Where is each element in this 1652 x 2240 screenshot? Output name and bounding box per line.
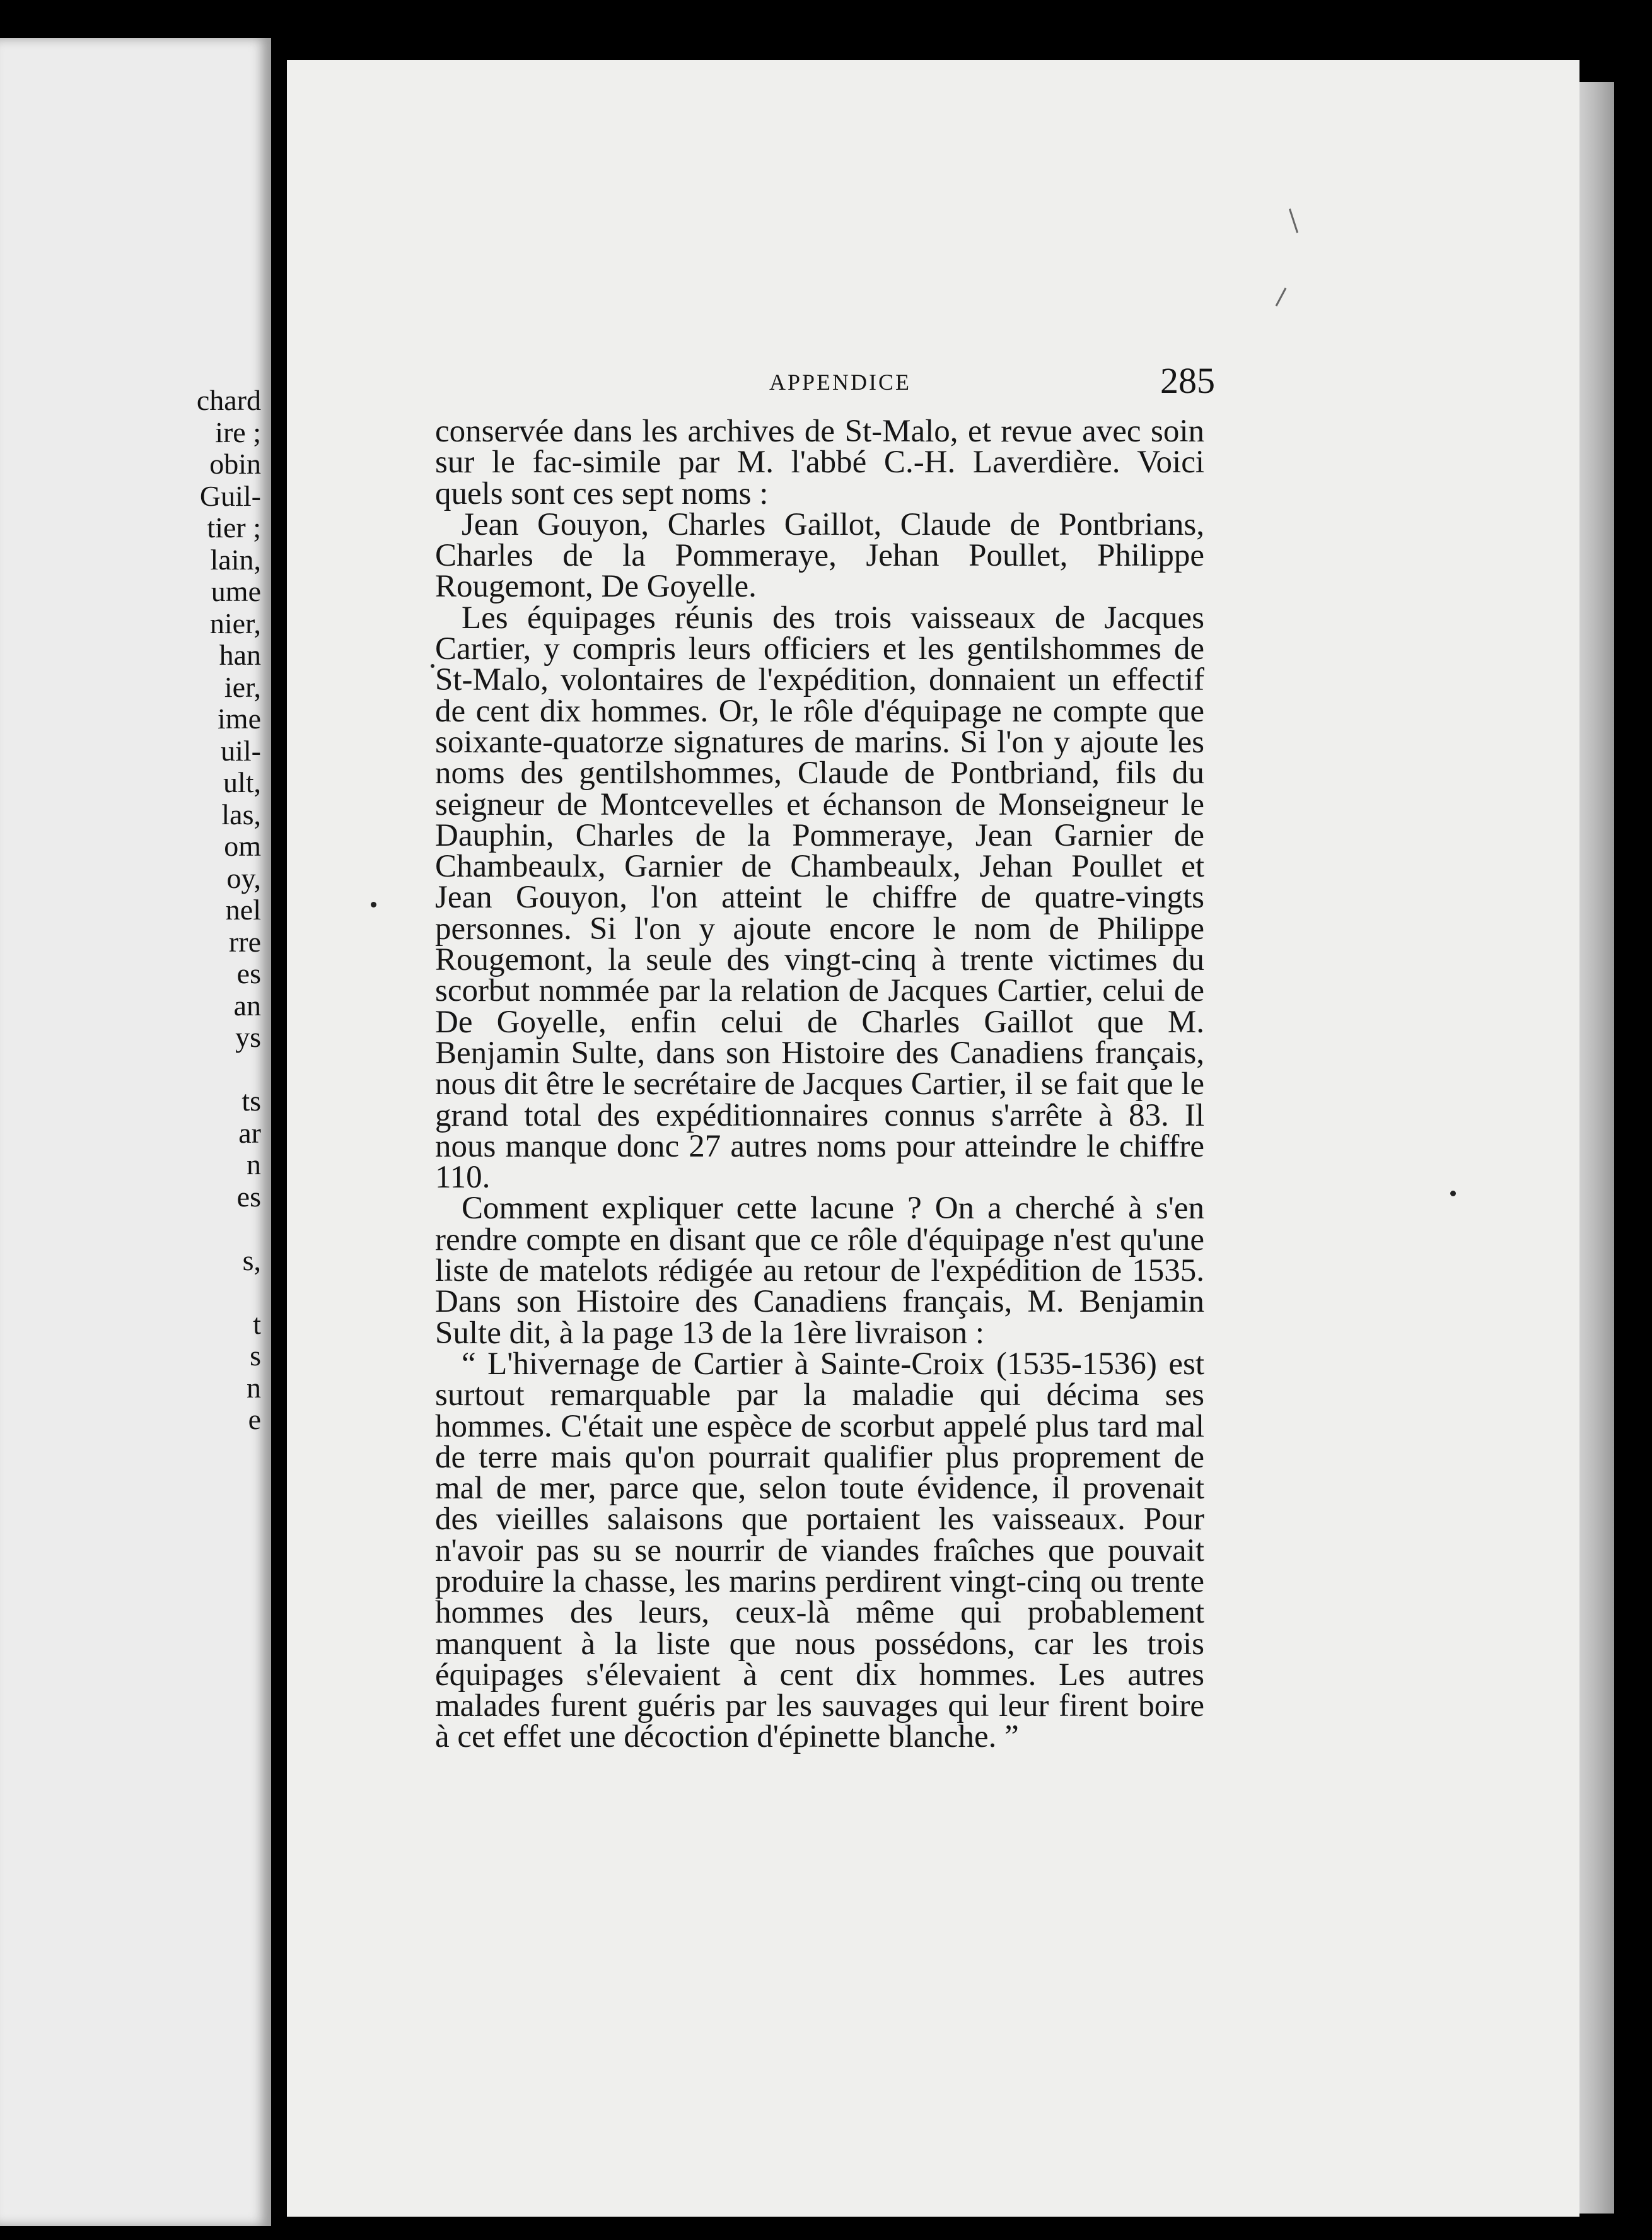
- left-page-fragment: s: [250, 1340, 261, 1372]
- left-page-fragment: nier,: [209, 607, 261, 639]
- margin-dot: [1450, 1191, 1456, 1196]
- left-page: [0, 38, 271, 2226]
- left-page-fragment: las,: [221, 798, 261, 831]
- running-head: APPENDICE: [769, 370, 912, 395]
- left-page-fragment: oy,: [226, 862, 261, 894]
- paragraph-5: “ L'hivernage de Cartier à Sainte-Croix (1535-1536) est surtout remarquable par la maladie qui décima ses hommes. C'était une espèce de scorbut appelé plus tard mal de terre mais qu'on pourrait qualifier plus proprement de mal de mer, parce que, selon toute évidence, il provenait des vieilles salaisons que portaient les vaisseaux. Pour n'avoir pas su se nourrir de viandes fraîches que pouvait produire la chasse, les marins perdirent vingt-cinq ou trente hommes des leurs, ceux-là même qui probablement manquent à la liste que nous possédons, car les trois équipages s'élevaient à cent dix hommes. Les autres malades furent guéris par les sauvages qui leur firent boire à cet effet une décoction d'épinette blanche. ”: [435, 1346, 1204, 1755]
- left-page-fragment: ire ;: [215, 416, 261, 448]
- left-page-fragment: obin: [209, 448, 261, 480]
- left-page-fragment: rre: [228, 926, 261, 958]
- left-page-fragment: ume: [211, 576, 261, 607]
- left-page-fragment: ier,: [224, 671, 261, 703]
- left-page-fragment: ime: [218, 703, 261, 735]
- left-page-fragment: n: [247, 1372, 261, 1404]
- left-page-fragment: Guil-: [199, 480, 261, 512]
- paragraph-1: conservée dans les archives de St-Malo, et revue avec soin sur le fac-simile par M. l'abbé C.-H. Laverdière. Voici quels sont ces sept noms :: [435, 414, 1204, 511]
- left-page-fragment: om: [224, 831, 261, 862]
- left-page-fragment: lain,: [210, 544, 261, 576]
- left-page-fragment: uil-: [221, 735, 261, 767]
- left-page-fragment: es: [236, 1181, 261, 1213]
- paragraph-4: Comment expliquer cette lacune ? On a cherché à s'en rendre compte en disant que ce rôle d'équipage n'est qu'une liste de matelots rédigée au retour de l'expédition de 1535. Dans son Histoire des Canadiens français, M. Benjamin Sulte dit, à la page 13 de la 1ère livraison :: [435, 1191, 1204, 1351]
- left-page-fragment: t: [253, 1308, 261, 1340]
- left-page-fragment: nel: [225, 894, 261, 926]
- left-page-fragment: n: [247, 1149, 261, 1181]
- left-page-fragment: e: [248, 1404, 261, 1435]
- left-page-fragment: an: [233, 989, 261, 1022]
- left-page-fragment: tier ;: [207, 512, 261, 544]
- left-page-fragment: es: [236, 958, 261, 989]
- left-page-fragment: chard: [196, 385, 261, 416]
- paragraph-3: Les équipages réunis des trois vaisseaux de Jacques Cartier, y compris leurs officiers et les gentilshommes de St-Malo, volontaires de l'expédition, donnaient un effectif de cent dix hommes. Or, le rôle d'équipage ne compte que soixante-quatorze signatures de marins. Si l'on y ajoute les noms des gentilshommes, Claude de Pontbriand, fils du seigneur de Montcevelles et échanson de Monseigneur le Dauphin, Charles de la Pommeraye, Jean Garnier de Chambeaulx, Garnier de Chambeaulx, Jehan Poullet et Jean Gouyon, l'on atteint le chiffre de quatre-vingts personnes. Si l'on y ajoute encore le nom de Philippe Rougemont, la seule des vingt-cinq à trente victimes du scorbut nommée par la relation de Jacques Cartier, celui de De Goyelle, enfin celui de Charles Gaillot que M. Benjamin Sulte, dans son Histoire des Canadiens français, nous dit être le secrétaire de Jacques Cartier, il se fait que le grand total des expéditionnaires connus s'arrête à 83. Il nous manque donc 27 autres noms pour atteindre le chiffre 110.: [435, 600, 1205, 1196]
- paragraph-2: Jean Gouyon, Charles Gaillot, Claude de Pontbrians, Charles de la Pommeraye, Jehan Poullet, Philippe Rougemont, De Goyelle.: [435, 506, 1204, 605]
- left-page-fragment: ult,: [223, 767, 261, 798]
- left-page-fragment: ts: [241, 1085, 261, 1117]
- left-page-fragment: ys: [235, 1022, 261, 1053]
- left-page-fragment: s,: [242, 1244, 261, 1276]
- margin-dot: [371, 902, 376, 907]
- margin-dot: [431, 664, 434, 668]
- left-page-fragment: han: [219, 639, 261, 671]
- body-text: [435, 416, 1204, 1753]
- page-edge: [1579, 82, 1614, 2214]
- left-page-fragment: ar: [238, 1117, 261, 1149]
- page-number: 285: [1160, 360, 1215, 401]
